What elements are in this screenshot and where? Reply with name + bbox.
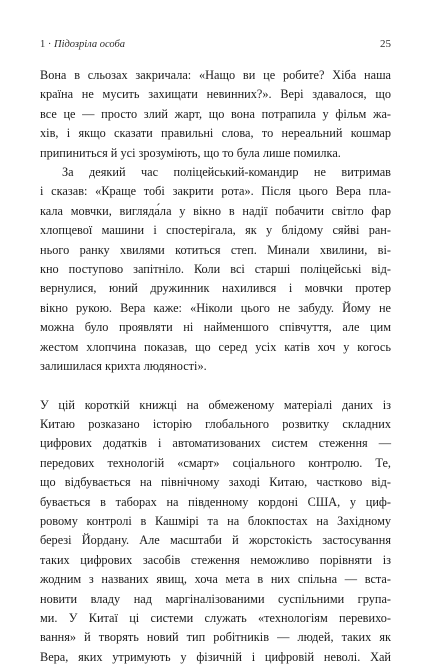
text-line: вання» й творять новий тип робітників — людей, таких як: [40, 628, 391, 647]
text-line: жестом хлопчина показав, що серед усіх катів хоч у когось: [40, 338, 391, 357]
text-line: кно поступово запітніло. Коли всі старші поліцейські від-: [40, 260, 391, 279]
text-line: Китаю розказано історію глобального розвитку складних: [40, 415, 391, 434]
text-line: ми. У Китаї ці системи служать «технологіям перевихо-: [40, 609, 391, 628]
text-line: передових технологій «смарт» соціального контролю. Те,: [40, 454, 391, 473]
text-line: все це — просто злий жарт, що вона потрапила у фільм жа-: [40, 105, 391, 124]
paragraph: [40, 66, 391, 163]
body-text: [40, 66, 391, 667]
text-line: країна не мусить захищати невинних?». Вері здавалося, що: [40, 85, 391, 104]
text-line: залишилася крихта людяності».: [40, 357, 391, 376]
text-line: цифрових додатків і автоматизованих систем стеження —: [40, 434, 391, 453]
text-line: ровому контролі в Кашмірі та на блокпостах на Західному: [40, 512, 391, 531]
text-line: припиниться й усі зрозуміють, що то була лише помилка.: [40, 144, 391, 163]
page-number: 25: [380, 38, 391, 50]
text-line: У цій короткій книжці на обмеженому матеріалі даних із: [40, 396, 391, 415]
text-line: новити владу над маргіналізованими суспільними група-: [40, 590, 391, 609]
text-line: хів, і якщо сказати правильні слова, то нереальний кошмар: [40, 124, 391, 143]
chapter-title: Підозріла особа: [54, 39, 125, 50]
chapter-heading: [40, 39, 125, 50]
text-line: кала мовчки, вигляда́ла у вікно в надії побачити світло фар: [40, 202, 391, 221]
text-line: таких цифрових засобів стеження неможливо порівняти із: [40, 551, 391, 570]
text-line: і сказав: «Краще тобі закрити рота». Після цього Вера пла-: [40, 182, 391, 201]
text-line: нього ранку хвилями котиться степ. Минали хвилини, ві-: [40, 241, 391, 260]
paragraph: [40, 163, 391, 376]
text-line: Вера, яких утримують у фізичній і цифровій неволі. Хай: [40, 648, 391, 667]
text-line: За деякий час поліцейський-командир не витримав: [40, 163, 391, 182]
text-line: що відбувається на північному заході Китаю, частково від-: [40, 473, 391, 492]
text-line: вікно рукою. Вера каже: «Ніколи цього не забуду. Йому не: [40, 299, 391, 318]
text-line: Вона в сльозах закричала: «Нащо ви це робите? Хіба наша: [40, 66, 391, 85]
text-line: бувається в таборах на південному кордоні США, у циф-: [40, 493, 391, 512]
text-line: березі Йордану. Але масштаби й жорстокість застосування: [40, 531, 391, 550]
text-line: вернулися, юний дружинник нахилився і мовчки протер: [40, 279, 391, 298]
text-line: можна було проявляти ні найменшого співчуття, але цим: [40, 318, 391, 337]
running-header: [40, 38, 391, 54]
section-gap: [40, 377, 391, 396]
chapter-number: 1: [40, 39, 45, 50]
chapter-separator: ·: [48, 39, 52, 50]
paragraph: [40, 396, 391, 667]
text-line: хлопцевої машини і спостерігала, як у блідому сяйві ран-: [40, 221, 391, 240]
text-line: жодним з названих явищ, хоча мета в них спільна — вста-: [40, 570, 391, 589]
